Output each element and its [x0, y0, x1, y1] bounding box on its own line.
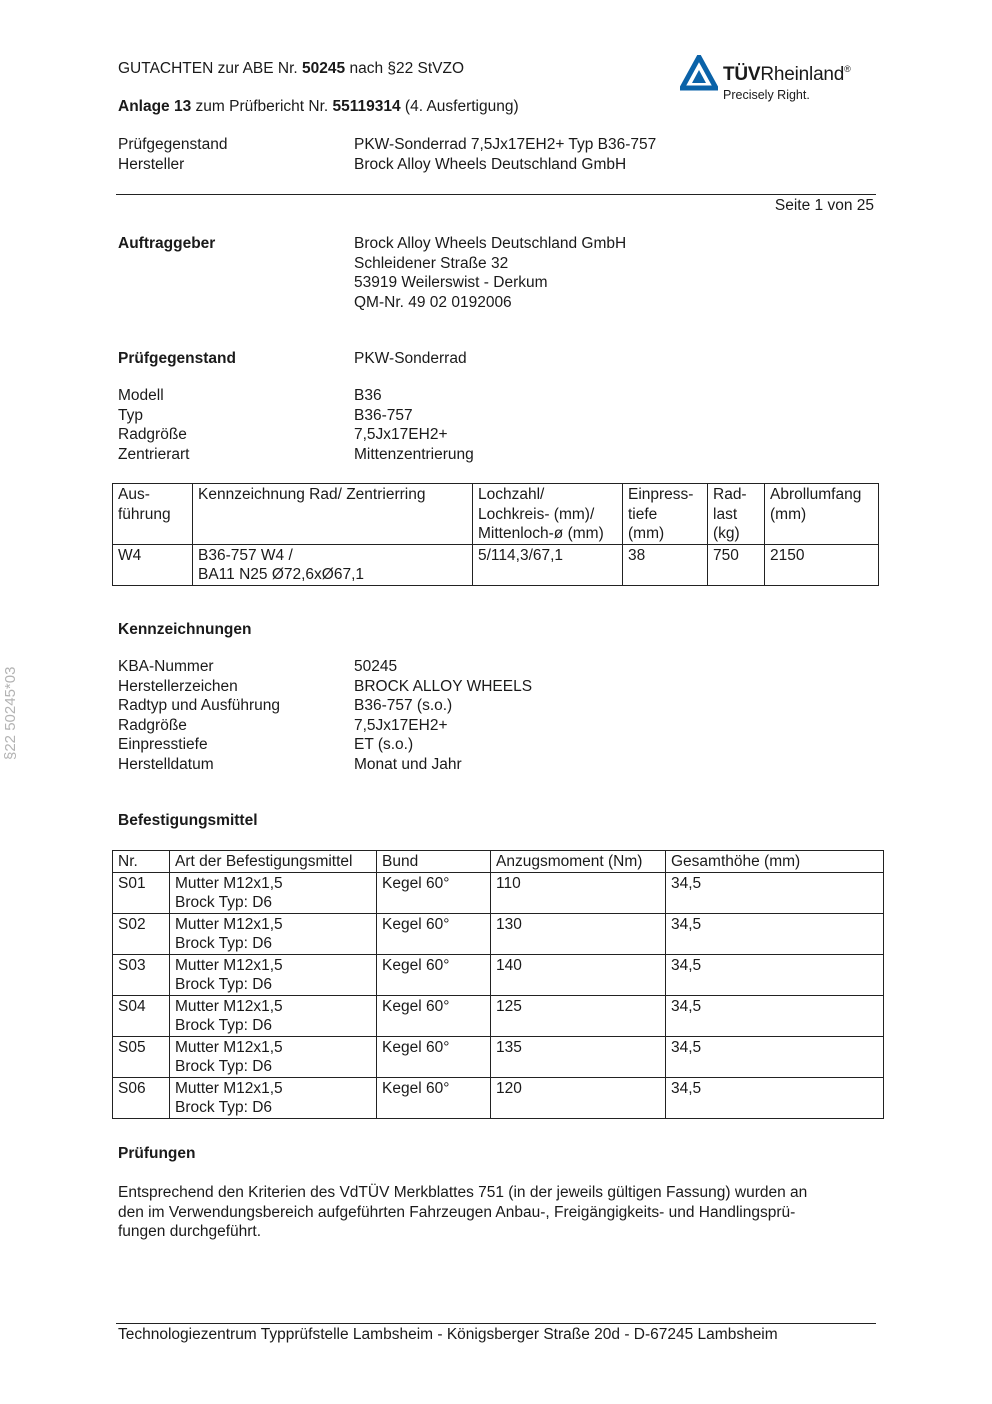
table-cell: 125 [491, 995, 666, 1036]
table-cell: S06 [113, 1077, 170, 1118]
footer-divider [116, 1323, 876, 1324]
marking-key: Herstelldatum [118, 755, 214, 773]
marking-value: BROCK ALLOY WHEELS [354, 677, 533, 695]
tests-heading: Prüfungen [118, 1145, 196, 1162]
tests-paragraph [118, 1183, 807, 1242]
title-suffix: nach §22 StVZO [345, 60, 465, 77]
table-header-cell: Anzugsmoment (Nm) [491, 851, 666, 873]
table-cell: Mutter M12x1,5 Brock Typ: D6 [170, 995, 377, 1036]
table-cell: 140 [491, 954, 666, 995]
marking-value: 50245 [354, 658, 398, 675]
detail-key: Typ [118, 406, 143, 424]
table-cell: Mutter M12x1,5 Brock Typ: D6 [170, 1036, 377, 1077]
annex-suffix: (4. Ausfertigung) [400, 98, 519, 115]
side-stamp: §22 50245*03 [2, 666, 19, 760]
marking-key: KBA-Nummer [118, 658, 214, 675]
table-header-cell: Abrollumfang (mm) [765, 484, 879, 545]
table-header-cell: Nr. [113, 851, 170, 873]
detail-key: Radgröße [118, 426, 187, 443]
logo-brand [723, 64, 851, 86]
table-cell: Kegel 60° [377, 872, 491, 913]
table-row [113, 1077, 884, 1118]
object-value: PKW-Sonderrad 7,5Jx17EH2+ Typ B36-757 [354, 136, 657, 153]
client-heading: Auftraggeber [118, 235, 216, 252]
table-cell: Kegel 60° [377, 1077, 491, 1118]
document-title [118, 59, 464, 79]
table-header-cell: Einpress- tiefe (mm) [623, 484, 708, 545]
table-cell: S03 [113, 954, 170, 995]
report-number: 55119314 [332, 98, 401, 115]
table-cell: Mutter M12x1,5 Brock Typ: D6 [170, 872, 377, 913]
table-cell: 110 [491, 872, 666, 913]
table-cell: S01 [113, 872, 170, 913]
logo-brand-regular: Rheinland [760, 64, 845, 85]
triangle-logo-icon [680, 55, 718, 91]
table-row [113, 995, 884, 1036]
client-address [354, 234, 626, 312]
table-cell: Mutter M12x1,5 Brock Typ: D6 [170, 913, 377, 954]
maker-key: Hersteller [118, 155, 185, 173]
table-cell: 34,5 [666, 995, 884, 1036]
client-line: 53919 Weilerswist - Derkum [354, 274, 548, 291]
table-cell: B36-757 W4 / BA11 N25 Ø72,6xØ67,1 [193, 544, 473, 585]
table-cell: Mutter M12x1,5 Brock Typ: D6 [170, 954, 377, 995]
table-header-cell: Rad- last (kg) [708, 484, 765, 545]
logo-registered: ® [844, 64, 851, 74]
table-header-cell: Aus- führung [113, 484, 193, 545]
tuv-rheinland-logo [680, 55, 870, 105]
table-row [113, 1036, 884, 1077]
footer-address: Technologiezentrum Typprüfstelle Lambsheim - Königsberger Straße 20d - D-67245 Lambsheim [118, 1326, 778, 1343]
table-cell: 34,5 [666, 1036, 884, 1077]
table-cell: Kegel 60° [377, 995, 491, 1036]
table-cell: 34,5 [666, 913, 884, 954]
detail-value: Mittenzentrierung [354, 445, 474, 463]
abe-number: 50245 [302, 60, 346, 77]
marking-value: B36-757 (s.o.) [354, 697, 453, 714]
table-header-cell: Gesamthöhe (mm) [666, 851, 884, 873]
table-cell: S02 [113, 913, 170, 954]
table-header-cell: Kennzeichnung Rad/ Zentrierring [193, 484, 473, 545]
object-key: Prüfgegenstand [118, 136, 228, 153]
table-cell: 2150 [765, 544, 879, 585]
fasteners-heading: Befestigungsmittel [118, 812, 258, 829]
table-header-cell: Bund [377, 851, 491, 873]
table-cell: Kegel 60° [377, 1036, 491, 1077]
detail-key: Modell [118, 387, 164, 404]
annex-label: Anlage 13 [118, 98, 192, 115]
title-prefix: GUTACHTEN zur ABE Nr. [118, 60, 303, 77]
table-cell: 120 [491, 1077, 666, 1118]
table-row [113, 872, 884, 913]
table-cell: 135 [491, 1036, 666, 1077]
maker-value: Brock Alloy Wheels Deutschland GmbH [354, 155, 627, 173]
marking-key: Radgröße [118, 716, 187, 734]
client-line: Schleidener Straße 32 [354, 254, 509, 272]
markings-heading: Kennzeichnungen [118, 621, 252, 638]
client-line: QM-Nr. 49 02 0192006 [354, 293, 512, 311]
paragraph-line: Entsprechend den Kriterien des VdTÜV Merkblattes 751 (in der jeweils gültigen Fassung) wurden an [118, 1184, 808, 1201]
table-header-row [113, 484, 879, 545]
detail-value: B36 [354, 387, 382, 404]
marking-value: Monat und Jahr [354, 755, 462, 773]
table-header-cell: Lochzahl/ Lochkreis- (mm)/ Mittenloch-ø (mm) [473, 484, 623, 545]
wheel-table [112, 483, 879, 586]
page-info: Seite 1 von 25 [774, 197, 874, 214]
table-header-row [113, 851, 884, 873]
table-cell: Kegel 60° [377, 954, 491, 995]
table-cell: 750 [708, 544, 765, 585]
table-cell: W4 [113, 544, 193, 585]
table-cell: Kegel 60° [377, 913, 491, 954]
detail-key: Zentrierart [118, 445, 190, 463]
table-cell: 38 [623, 544, 708, 585]
logo-tagline: Precisely Right. [723, 88, 810, 102]
detail-value: 7,5Jx17EH2+ [354, 426, 448, 443]
table-row [113, 954, 884, 995]
annex-mid: zum Prüfbericht Nr. [191, 98, 333, 115]
paragraph-line: fungen durchgeführt. [118, 1223, 262, 1240]
marking-key: Einpresstiefe [118, 736, 208, 753]
logo-brand-bold: TÜV [723, 64, 761, 85]
table-cell: S04 [113, 995, 170, 1036]
marking-value: 7,5Jx17EH2+ [354, 716, 448, 734]
table-row [113, 913, 884, 954]
marking-key: Herstellerzeichen [118, 677, 238, 695]
table-cell: 34,5 [666, 1077, 884, 1118]
marking-value: ET (s.o.) [354, 736, 414, 753]
subject-value: PKW-Sonderrad [354, 350, 467, 367]
fasteners-table [112, 850, 884, 1119]
annex-line [118, 97, 519, 117]
table-cell: 130 [491, 913, 666, 954]
table-cell: S05 [113, 1036, 170, 1077]
subject-heading: Prüfgegenstand [118, 350, 236, 367]
table-row [113, 544, 879, 585]
table-cell: 34,5 [666, 872, 884, 913]
client-line: Brock Alloy Wheels Deutschland GmbH [354, 235, 627, 252]
table-cell: 5/114,3/67,1 [473, 544, 623, 585]
detail-value: B36-757 [354, 406, 413, 424]
paragraph-line: den im Verwendungsbereich aufgeführten Fahrzeugen Anbau-, Freigängigkeits- und Handlingsprü- [118, 1203, 796, 1221]
table-cell: Mutter M12x1,5 Brock Typ: D6 [170, 1077, 377, 1118]
header-divider [116, 194, 876, 195]
table-cell: 34,5 [666, 954, 884, 995]
marking-key: Radtyp und Ausführung [118, 697, 281, 714]
table-header-cell: Art der Befestigungsmittel [170, 851, 377, 873]
